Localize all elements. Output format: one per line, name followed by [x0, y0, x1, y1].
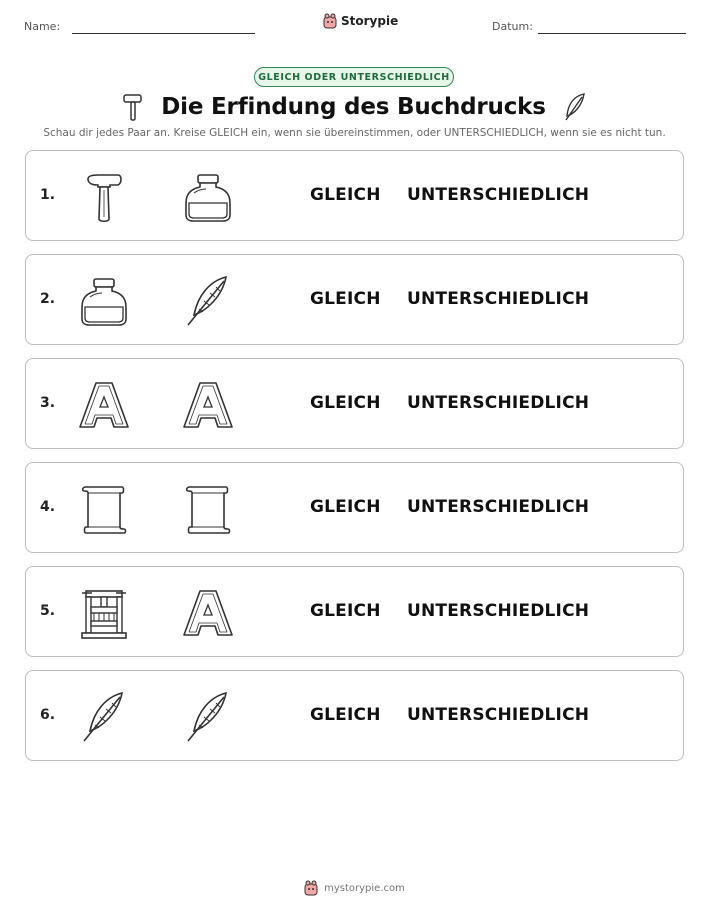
brand-logo [323, 13, 398, 29]
name-field[interactable] [72, 33, 255, 34]
item-number: 5. [40, 603, 56, 619]
letter-a-icon [180, 377, 236, 433]
letter-a-icon [180, 585, 236, 641]
item-number: 2. [40, 291, 56, 307]
option-unterschiedlich[interactable]: UNTERSCHIEDLICH [407, 393, 590, 413]
item-number: 4. [40, 499, 56, 515]
item-number: 6. [40, 707, 56, 723]
item-row [25, 254, 684, 345]
option-unterschiedlich[interactable]: UNTERSCHIEDLICH [407, 601, 590, 621]
item-row [25, 358, 684, 449]
ink-bottle-icon [180, 169, 236, 225]
option-unterschiedlich[interactable]: UNTERSCHIEDLICH [407, 185, 590, 205]
quill-icon [76, 689, 132, 745]
ink-bottle-icon [76, 273, 132, 329]
item-row [25, 670, 684, 761]
option-gleich[interactable]: GLEICH [310, 601, 381, 621]
option-unterschiedlich[interactable]: UNTERSCHIEDLICH [407, 497, 590, 517]
item-number: 3. [40, 395, 56, 411]
letter-a-icon [76, 377, 132, 433]
footer-url[interactable]: mystorypie.com [324, 882, 405, 894]
option-gleich[interactable]: GLEICH [310, 497, 381, 517]
option-gleich[interactable]: GLEICH [310, 289, 381, 309]
scroll-icon [180, 481, 236, 537]
brand-name: Storypie [341, 14, 399, 28]
page-title: Die Erfindung des Buchdrucks [161, 94, 546, 120]
storypie-mascot-icon [323, 13, 337, 29]
option-gleich[interactable]: GLEICH [310, 185, 381, 205]
title-row [0, 90, 709, 124]
worksheet-type-badge: GLEICH ODER UNTERSCHIEDLICH [254, 67, 454, 87]
date-field[interactable] [538, 33, 686, 34]
item-row [25, 150, 684, 241]
instructions: Schau dir jedes Paar an. Kreise GLEICH ein, wenn sie übereinstimmen, oder UNTERSCHIEDLICH, wenn sie es nicht tun. [43, 127, 666, 139]
item-row [25, 462, 684, 553]
hammer-icon [76, 169, 132, 225]
option-unterschiedlich[interactable]: UNTERSCHIEDLICH [407, 705, 590, 725]
date-label: Datum: [492, 20, 533, 33]
quill-icon [180, 273, 236, 329]
hammer-icon [121, 92, 145, 122]
printing-press-icon [76, 585, 132, 641]
option-gleich[interactable]: GLEICH [310, 393, 381, 413]
name-label: Name: [24, 20, 61, 33]
quill-icon [180, 689, 236, 745]
option-unterschiedlich[interactable]: UNTERSCHIEDLICH [407, 289, 590, 309]
item-number: 1. [40, 187, 56, 203]
footer [0, 880, 709, 896]
option-gleich[interactable]: GLEICH [310, 705, 381, 725]
storypie-mascot-icon [304, 880, 318, 896]
item-row [25, 566, 684, 657]
scroll-icon [76, 481, 132, 537]
quill-icon [562, 92, 588, 122]
